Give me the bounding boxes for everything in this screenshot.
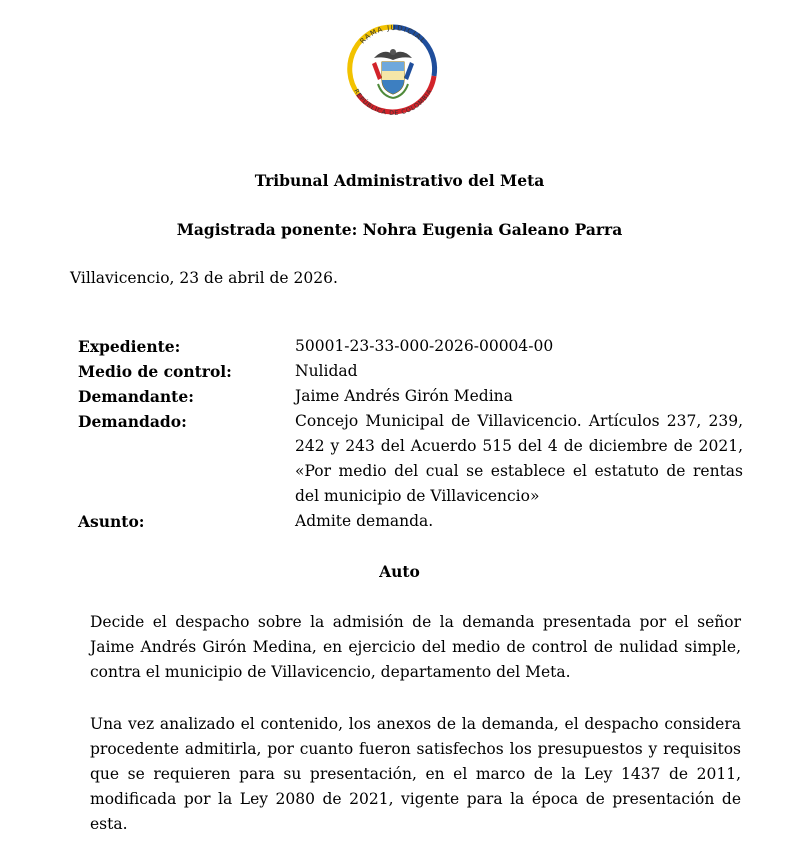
asunto-row [78, 509, 743, 534]
court-name: Tribunal Administrativo del Meta [254, 171, 545, 190]
expediente-row [78, 334, 743, 359]
demandado-value: Concejo Municipal de Villavicencio. Artículos 237, 239, 242 y 243 del Acuerdo 515 del 4 de diciembre de 2021, «Por medio del cual se establece el estatuto de rentas del municipio de Villavicencio» [295, 412, 743, 505]
demandante-row [78, 384, 743, 409]
demandado-row [78, 409, 743, 509]
paragraph-1: Decide el despacho sobre la admisión de la demanda presentada por el señor Jaime Andrés Girón Medina, en ejercicio del medio de control de nulidad simple, contra el municipio de Villavicencio, departamento del Meta. [90, 613, 741, 681]
seal-bottom-text: REPÚBLICA DE COLOMBIA [352, 87, 434, 118]
expediente-label: Expediente: [78, 337, 181, 356]
seal-top-text: RAMA JUDICIAL [358, 23, 428, 46]
demandado-label: Demandado: [78, 412, 187, 431]
asunto-label: Asunto: [78, 512, 145, 531]
expediente-value: 50001-23-33-000-2026-00004-00 [295, 337, 554, 355]
case-metadata [78, 334, 743, 534]
demandante-value: Jaime Andrés Girón Medina [295, 387, 513, 405]
medio-label: Medio de control: [78, 362, 232, 381]
magistrate-name: Magistrada ponente: Nohra Eugenia Galeano Parra [176, 220, 623, 239]
paragraph-2: Una vez analizado el contenido, los anexos de la demanda, el despacho considera procedente admitirla, por cuanto fueron satisfechos los presupuestos y requisitos que se requieren para su presentación, en el marco de la Ley 1437 de 2011, modificada por la Ley 2080 de 2021, vigente para la época de presentación de esta. [90, 715, 741, 833]
date-line: Villavicencio, 23 de abril de 2026. [70, 269, 338, 287]
asunto-value: Admite demanda. [295, 512, 434, 530]
rama-judicial-seal [338, 14, 448, 124]
medio-row [78, 359, 743, 384]
medio-value: Nulidad [295, 362, 358, 380]
demandante-label: Demandante: [78, 387, 194, 406]
section-title: Auto [379, 562, 420, 581]
